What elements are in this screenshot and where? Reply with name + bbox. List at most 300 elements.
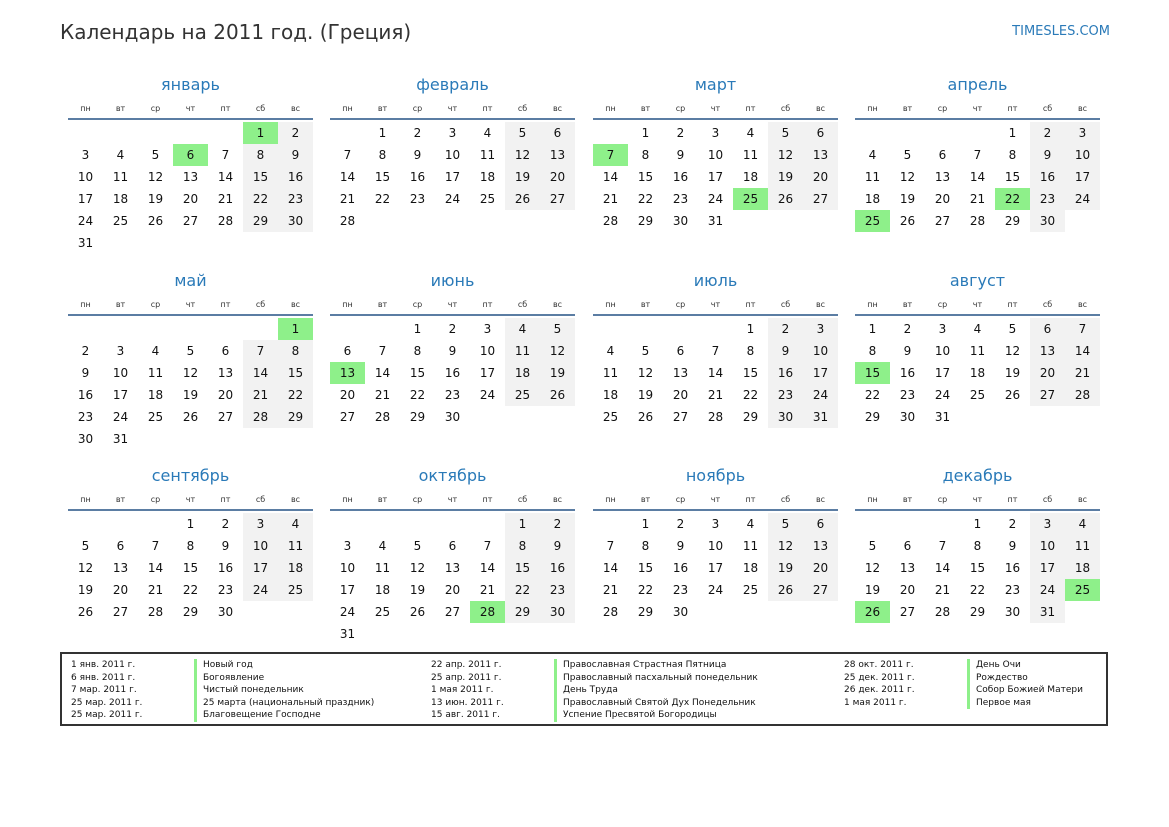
day-cell: 1 — [243, 122, 278, 144]
month-calendar — [330, 268, 575, 428]
day-cell: 29 — [637, 214, 654, 228]
day-cell: 9 — [1008, 539, 1017, 553]
week-row — [855, 210, 1100, 232]
day-cell: 8 — [1008, 148, 1017, 162]
days-grid — [593, 316, 838, 428]
empty-cell — [330, 122, 365, 144]
holiday-name: Новый год — [194, 659, 253, 672]
day-cell: 16 — [409, 170, 426, 184]
holiday-date: 7 мар. 2011 г. — [71, 685, 137, 696]
day-cell: 23 — [77, 410, 94, 424]
day-cell: 20 — [444, 583, 461, 597]
weekday-label: чт — [447, 495, 458, 504]
day-cell: 22 — [995, 188, 1030, 210]
weekday-label: вт — [115, 104, 126, 113]
day-cell: 24 — [112, 410, 129, 424]
day-cell: 30 — [1004, 605, 1021, 619]
empty-cell — [1065, 210, 1100, 232]
weekday-label: вс — [290, 495, 301, 504]
days-grid — [68, 120, 313, 254]
day-cell: 29 — [1004, 214, 1021, 228]
week-row — [855, 513, 1100, 535]
day-cell: 25 — [742, 583, 759, 597]
day-cell: 13 — [1030, 340, 1065, 362]
day-cell: 28 — [602, 605, 619, 619]
day-cell: 30 — [672, 605, 689, 619]
day-cell: 2 — [676, 517, 685, 531]
weekday-label: вт — [640, 495, 651, 504]
month-calendar — [855, 463, 1100, 623]
day-cell: 15 — [374, 170, 391, 184]
site-link[interactable]: TIMESLES.COM — [1012, 24, 1110, 39]
empty-cell — [103, 513, 138, 535]
day-cell: 9 — [413, 148, 422, 162]
empty-cell — [960, 406, 995, 428]
day-cell: 31 — [339, 627, 356, 641]
day-cell: 17 — [707, 170, 724, 184]
day-cell: 24 — [707, 583, 724, 597]
weekday-label: вт — [115, 495, 126, 504]
day-cell: 5 — [868, 539, 877, 553]
empty-cell — [173, 428, 208, 450]
day-cell: 20 — [803, 166, 838, 188]
weekday-label: вт — [902, 495, 913, 504]
legend-row — [71, 672, 374, 685]
weekday-label: сб — [517, 495, 528, 504]
holiday-date: 26 дек. 2011 г. — [844, 685, 915, 696]
weekday-label: сб — [1042, 300, 1053, 309]
day-cell: 10 — [243, 535, 278, 557]
day-cell: 23 — [217, 583, 234, 597]
day-cell: 18 — [479, 170, 496, 184]
holiday-date: 13 июн. 2011 г. — [431, 697, 504, 708]
day-cell: 1 — [641, 517, 650, 531]
day-cell: 5 — [641, 344, 650, 358]
week-row — [855, 188, 1100, 210]
weekday-label: сб — [780, 300, 791, 309]
day-cell: 18 — [1065, 557, 1100, 579]
day-cell: 7 — [243, 340, 278, 362]
day-cell: 3 — [711, 517, 720, 531]
day-cell: 9 — [540, 535, 575, 557]
day-cell: 3 — [343, 539, 352, 553]
day-cell: 7 — [151, 539, 160, 553]
empty-cell — [855, 122, 890, 144]
week-row — [68, 535, 313, 557]
day-cell: 4 — [973, 322, 982, 336]
day-cell: 5 — [505, 122, 540, 144]
empty-cell — [208, 232, 243, 254]
day-cell: 6 — [116, 539, 125, 553]
month-calendar — [593, 72, 838, 232]
empty-cell — [103, 232, 138, 254]
day-cell: 18 — [278, 557, 313, 579]
holiday-name: Первое мая — [967, 697, 1031, 710]
empty-cell — [733, 601, 768, 623]
empty-cell — [593, 318, 628, 340]
day-cell: 7 — [938, 539, 947, 553]
day-cell: 7 — [973, 148, 982, 162]
day-cell: 21 — [217, 192, 234, 206]
weekday-label: пн — [605, 104, 616, 113]
weekday-label: вт — [377, 300, 388, 309]
day-cell: 28 — [217, 214, 234, 228]
weekday-label: пт — [1007, 495, 1018, 504]
day-cell: 30 — [444, 410, 461, 424]
month-calendar — [330, 72, 575, 232]
empty-cell — [208, 428, 243, 450]
weekday-label: чт — [710, 300, 721, 309]
day-cell: 23 — [768, 384, 803, 406]
day-cell: 16 — [278, 166, 313, 188]
weekday-label: пн — [80, 104, 91, 113]
weekday-label: чт — [710, 495, 721, 504]
day-cell: 31 — [934, 410, 951, 424]
weekday-label: вс — [552, 300, 563, 309]
empty-cell — [663, 318, 698, 340]
day-cell: 8 — [278, 340, 313, 362]
day-cell: 18 — [864, 192, 881, 206]
empty-cell — [593, 122, 628, 144]
day-cell: 1 — [746, 322, 755, 336]
day-cell: 7 — [483, 539, 492, 553]
day-cell: 20 — [217, 388, 234, 402]
holiday-date: 28 окт. 2011 г. — [844, 660, 914, 670]
day-cell: 13 — [217, 366, 234, 380]
week-row — [855, 340, 1100, 362]
day-cell: 21 — [602, 192, 619, 206]
day-cell: 6 — [938, 148, 947, 162]
weekday-label: сб — [517, 300, 528, 309]
weekday-label: ср — [150, 300, 161, 309]
month-name: май — [174, 271, 207, 290]
day-cell: 21 — [1065, 362, 1100, 384]
day-cell: 21 — [479, 583, 496, 597]
days-grid — [330, 316, 575, 428]
day-cell: 19 — [768, 557, 803, 579]
week-row — [330, 623, 575, 645]
empty-cell — [470, 406, 505, 428]
weekday-label: пт — [482, 104, 493, 113]
week-row — [68, 428, 313, 450]
day-cell: 10 — [1065, 144, 1100, 166]
legend-row — [844, 684, 1083, 697]
legend-row — [71, 659, 374, 672]
holiday-date: 25 мар. 2011 г. — [71, 710, 143, 721]
day-cell: 10 — [77, 170, 94, 184]
month-name: февраль — [416, 75, 489, 94]
weekday-label: вс — [290, 300, 301, 309]
day-cell: 8 — [746, 344, 755, 358]
empty-cell — [330, 513, 365, 535]
week-row — [593, 144, 838, 166]
empty-cell — [243, 232, 278, 254]
week-row — [855, 166, 1100, 188]
week-row — [593, 557, 838, 579]
day-cell: 21 — [707, 388, 724, 402]
day-cell: 20 — [672, 388, 689, 402]
empty-cell — [138, 232, 173, 254]
day-cell: 24 — [444, 192, 461, 206]
day-cell: 1 — [1008, 126, 1017, 140]
weekday-label: ср — [937, 104, 948, 113]
day-cell: 7 — [606, 539, 615, 553]
day-cell: 7 — [1065, 318, 1100, 340]
month-calendar — [330, 463, 575, 645]
empty-cell — [243, 318, 278, 340]
empty-cell — [208, 122, 243, 144]
week-row — [68, 166, 313, 188]
empty-cell — [768, 210, 803, 232]
weekday-label: вс — [1077, 495, 1088, 504]
day-cell: 14 — [969, 170, 986, 184]
day-cell: 4 — [606, 344, 615, 358]
holiday-name: День Труда — [554, 684, 618, 697]
day-cell: 19 — [540, 362, 575, 384]
day-cell: 16 — [1004, 561, 1021, 575]
day-cell: 5 — [151, 148, 160, 162]
day-cell: 17 — [339, 583, 356, 597]
empty-cell — [995, 406, 1030, 428]
week-row — [593, 535, 838, 557]
week-row — [330, 210, 575, 232]
day-cell: 4 — [868, 148, 877, 162]
day-cell: 1 — [378, 126, 387, 140]
days-grid — [330, 511, 575, 645]
day-cell: 4 — [116, 148, 125, 162]
weekday-label: ср — [412, 300, 423, 309]
day-cell: 8 — [413, 344, 422, 358]
holiday-date: 1 янв. 2011 г. — [71, 660, 136, 670]
day-cell: 19 — [899, 192, 916, 206]
day-cell: 18 — [147, 388, 164, 402]
week-row — [593, 362, 838, 384]
day-cell: 11 — [602, 366, 619, 380]
weekday-label: сб — [255, 495, 266, 504]
day-cell: 5 — [186, 344, 195, 358]
day-cell: 6 — [448, 539, 457, 553]
day-cell: 30 — [899, 410, 916, 424]
holiday-date: 22 апр. 2011 г. — [431, 660, 502, 670]
day-cell: 10 — [479, 344, 496, 358]
day-cell: 28 — [470, 601, 505, 623]
day-cell: 1 — [973, 517, 982, 531]
week-row — [330, 601, 575, 623]
weekday-label: пн — [867, 300, 878, 309]
day-cell: 30 — [77, 432, 94, 446]
weekday-label: вт — [115, 300, 126, 309]
day-cell: 16 — [672, 170, 689, 184]
legend-row — [431, 697, 758, 710]
weekday-label: вт — [377, 495, 388, 504]
day-cell: 16 — [77, 388, 94, 402]
week-row — [68, 340, 313, 362]
week-row — [593, 122, 838, 144]
legend-column — [71, 659, 374, 722]
week-row — [68, 601, 313, 623]
day-cell: 22 — [182, 583, 199, 597]
empty-cell — [768, 601, 803, 623]
day-cell: 4 — [151, 344, 160, 358]
week-row — [68, 579, 313, 601]
day-cell: 26 — [182, 410, 199, 424]
day-cell: 13 — [672, 366, 689, 380]
day-cell: 3 — [1065, 122, 1100, 144]
day-cell: 20 — [339, 388, 356, 402]
day-cell: 18 — [602, 388, 619, 402]
empty-cell — [435, 623, 470, 645]
weekday-label: вс — [815, 300, 826, 309]
day-cell: 3 — [448, 126, 457, 140]
weekday-label: чт — [972, 300, 983, 309]
day-cell: 8 — [973, 539, 982, 553]
day-cell: 11 — [374, 561, 391, 575]
weekday-label: пт — [482, 495, 493, 504]
week-row — [330, 535, 575, 557]
day-cell: 12 — [409, 561, 426, 575]
day-cell: 9 — [676, 148, 685, 162]
week-row — [68, 406, 313, 428]
day-cell: 4 — [278, 513, 313, 535]
day-cell: 25 — [147, 410, 164, 424]
legend-row — [431, 709, 758, 722]
day-cell: 28 — [1065, 384, 1100, 406]
day-cell: 19 — [864, 583, 881, 597]
weekday-label: сб — [780, 104, 791, 113]
day-cell: 14 — [479, 561, 496, 575]
month-name: июль — [693, 271, 738, 290]
week-row — [593, 340, 838, 362]
days-grid — [68, 316, 313, 450]
day-cell: 29 — [864, 410, 881, 424]
day-cell: 21 — [147, 583, 164, 597]
weekday-label: пн — [80, 300, 91, 309]
day-cell: 2 — [1030, 122, 1065, 144]
day-cell: 9 — [278, 144, 313, 166]
days-grid — [855, 316, 1100, 428]
empty-cell — [400, 210, 435, 232]
day-cell: 27 — [803, 579, 838, 601]
day-cell: 29 — [278, 406, 313, 428]
day-cell: 6 — [676, 344, 685, 358]
week-row — [593, 513, 838, 535]
day-cell: 26 — [855, 601, 890, 623]
weekday-label: пн — [342, 104, 353, 113]
day-cell: 21 — [934, 583, 951, 597]
day-cell: 7 — [343, 148, 352, 162]
day-cell: 18 — [374, 583, 391, 597]
empty-cell — [365, 623, 400, 645]
day-cell: 14 — [602, 170, 619, 184]
day-cell: 15 — [182, 561, 199, 575]
weekday-header — [593, 297, 838, 316]
week-row — [593, 406, 838, 428]
day-cell: 29 — [409, 410, 426, 424]
day-cell: 22 — [409, 388, 426, 402]
day-cell: 19 — [1004, 366, 1021, 380]
day-cell: 28 — [243, 406, 278, 428]
day-cell: 9 — [903, 344, 912, 358]
empty-cell — [540, 210, 575, 232]
day-cell: 2 — [1008, 517, 1017, 531]
weekday-label: пн — [342, 495, 353, 504]
legend-row — [431, 659, 758, 672]
day-cell: 26 — [768, 579, 803, 601]
holiday-name: Успение Пресвятой Богородицы — [554, 709, 717, 722]
empty-cell — [138, 428, 173, 450]
weekday-label: пт — [1007, 104, 1018, 113]
empty-cell — [68, 122, 103, 144]
day-cell: 21 — [602, 583, 619, 597]
empty-cell — [925, 122, 960, 144]
weekday-label: пн — [605, 300, 616, 309]
empty-cell — [1065, 601, 1100, 623]
day-cell: 9 — [81, 366, 90, 380]
weekday-label: пт — [745, 104, 756, 113]
day-cell: 11 — [479, 148, 496, 162]
week-row — [855, 557, 1100, 579]
day-cell: 5 — [81, 539, 90, 553]
day-cell: 14 — [707, 366, 724, 380]
week-row — [330, 318, 575, 340]
day-cell: 13 — [803, 144, 838, 166]
day-cell: 28 — [374, 410, 391, 424]
day-cell: 15 — [855, 362, 890, 384]
day-cell: 24 — [479, 388, 496, 402]
day-cell: 10 — [339, 561, 356, 575]
month-calendar — [68, 268, 313, 450]
empty-cell — [173, 232, 208, 254]
day-cell: 18 — [742, 170, 759, 184]
day-cell: 8 — [641, 148, 650, 162]
empty-cell — [505, 623, 540, 645]
day-cell: 13 — [112, 561, 129, 575]
week-row — [855, 122, 1100, 144]
weekday-label: вт — [902, 300, 913, 309]
day-cell: 26 — [409, 605, 426, 619]
day-cell: 22 — [243, 188, 278, 210]
weekday-header — [330, 492, 575, 511]
empty-cell — [138, 122, 173, 144]
day-cell: 15 — [637, 561, 654, 575]
week-row — [330, 362, 575, 384]
day-cell: 28 — [602, 214, 619, 228]
day-cell: 28 — [147, 605, 164, 619]
day-cell: 22 — [374, 192, 391, 206]
weekday-label: ср — [150, 495, 161, 504]
holiday-name: Собор Божией Матери — [967, 684, 1083, 697]
day-cell: 19 — [505, 166, 540, 188]
week-row — [330, 384, 575, 406]
day-cell: 20 — [540, 166, 575, 188]
day-cell: 25 — [855, 210, 890, 232]
day-cell: 16 — [217, 561, 234, 575]
day-cell: 20 — [112, 583, 129, 597]
day-cell: 14 — [217, 170, 234, 184]
day-cell: 12 — [768, 144, 803, 166]
empty-cell — [925, 513, 960, 535]
day-cell: 25 — [1065, 579, 1100, 601]
week-row — [593, 601, 838, 623]
week-row — [593, 188, 838, 210]
week-row — [68, 232, 313, 254]
holiday-date: 25 дек. 2011 г. — [844, 672, 915, 683]
holiday-date: 25 мар. 2011 г. — [71, 697, 143, 708]
day-cell: 15 — [505, 557, 540, 579]
day-cell: 18 — [112, 192, 129, 206]
week-row — [68, 144, 313, 166]
day-cell: 17 — [707, 561, 724, 575]
